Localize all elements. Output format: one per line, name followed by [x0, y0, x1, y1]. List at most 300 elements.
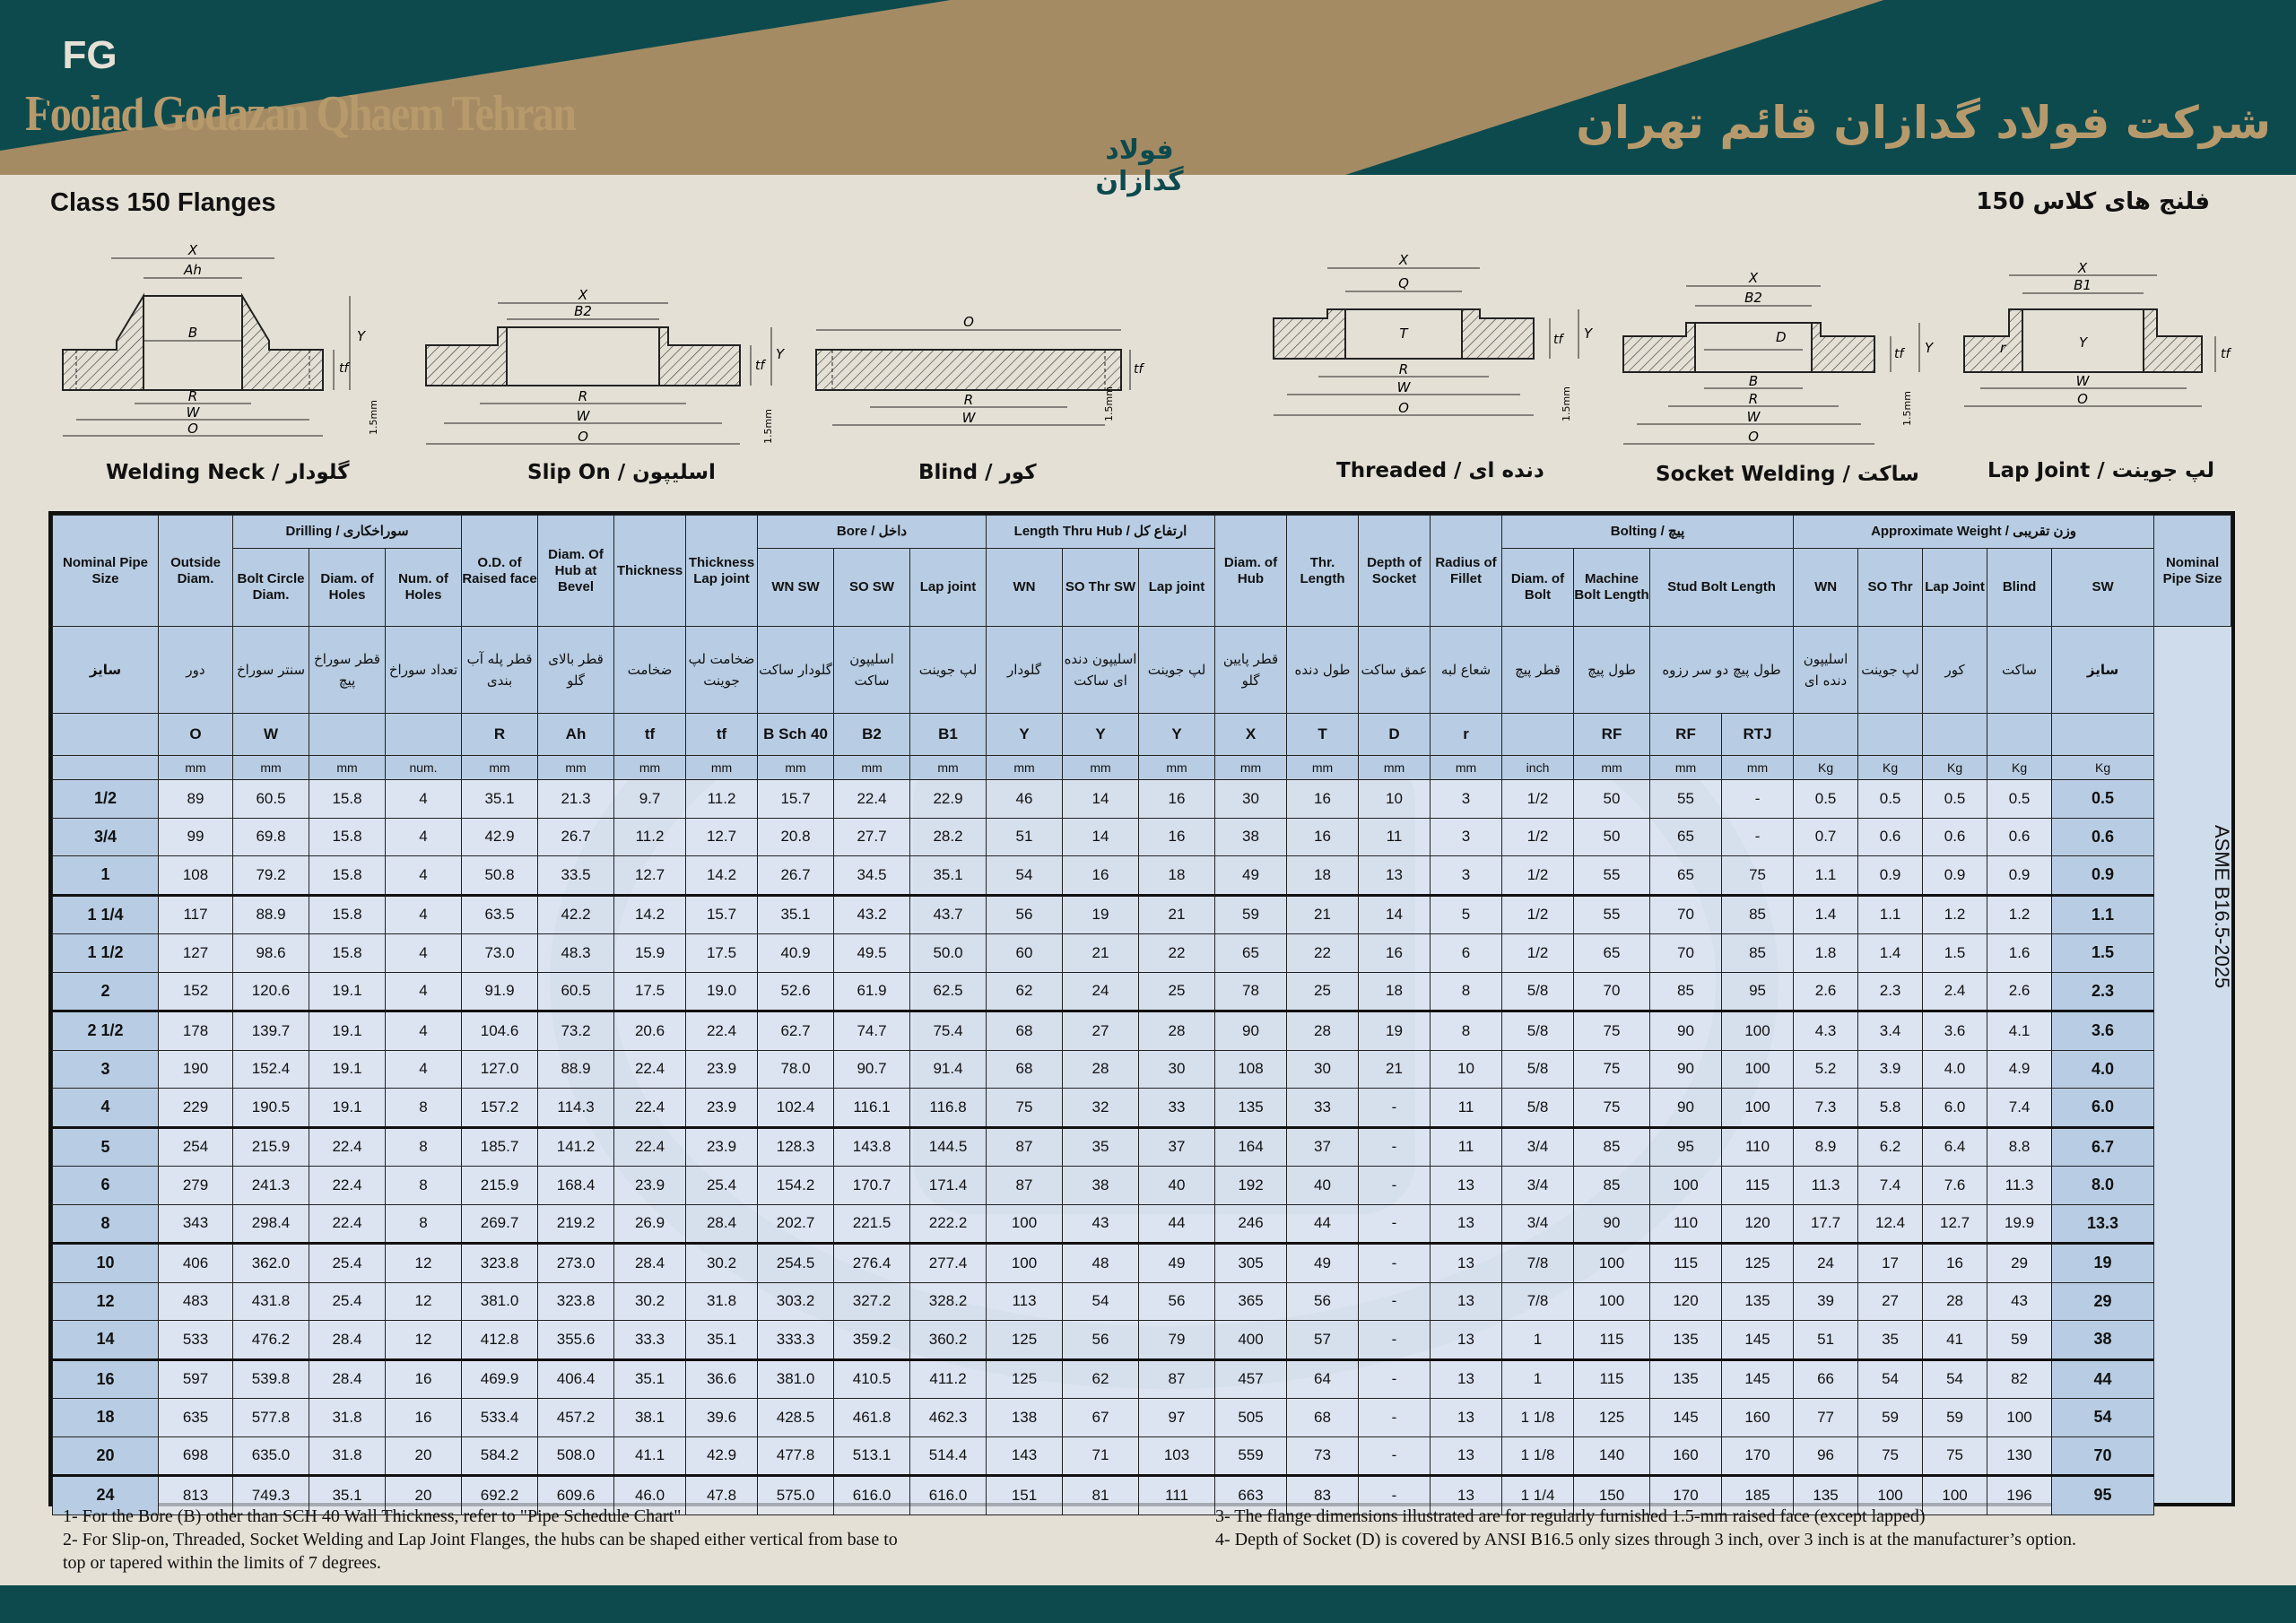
- table-cell: 39.6: [686, 1399, 758, 1437]
- table-cell: 79.2: [233, 856, 309, 896]
- table-cell: 20.6: [614, 1011, 686, 1051]
- table-cell: -: [1359, 1204, 1431, 1244]
- table-cell: 13: [1359, 856, 1431, 896]
- table-cell: 25.4: [309, 1282, 386, 1321]
- table-cell: 3: [1431, 818, 1502, 856]
- table-cell: 62: [1063, 1359, 1139, 1399]
- table-cell: 12: [386, 1321, 462, 1360]
- col-unit: mm: [159, 756, 233, 780]
- table-cell: 127.0: [462, 1050, 538, 1089]
- table-cell: 533.4: [462, 1399, 538, 1437]
- col-header-persian: گلودار ساکت: [758, 627, 834, 714]
- table-cell: -: [1722, 780, 1794, 819]
- table-cell: 14: [1063, 818, 1139, 856]
- table-cell: 0.9: [1923, 856, 1987, 896]
- table-cell: 78: [1215, 972, 1287, 1011]
- col-header-persian: عمق ساکت: [1359, 627, 1431, 714]
- table-cell: 23.9: [686, 1089, 758, 1128]
- table-cell: 20: [386, 1476, 462, 1515]
- table-cell: 3: [1431, 780, 1502, 819]
- table-cell: 514.4: [910, 1436, 987, 1476]
- col-header-persian: ساکت: [1987, 627, 2052, 714]
- table-cell: 91.9: [462, 972, 538, 1011]
- table-cell: 79: [1139, 1321, 1215, 1360]
- col-header-persian: کور: [1923, 627, 1987, 714]
- col-unit: Kg: [1923, 756, 1987, 780]
- table-cell: 333.3: [758, 1321, 834, 1360]
- table-cell: 215.9: [462, 1167, 538, 1205]
- row-size: 38: [2052, 1321, 2154, 1360]
- table-cell: 483: [159, 1282, 233, 1321]
- table-cell: 30: [1215, 780, 1287, 819]
- table-cell: 85: [1574, 1127, 1650, 1167]
- table-cell: 127: [159, 934, 233, 973]
- table-cell: 15.7: [758, 780, 834, 819]
- slip-on-drawing: [417, 287, 794, 457]
- svg-text:R: R: [1398, 361, 1409, 378]
- table-cell: 22.4: [686, 1011, 758, 1051]
- col-symbol: RF: [1574, 714, 1650, 756]
- table-cell: 54: [1923, 1359, 1987, 1399]
- table-cell: 100: [987, 1244, 1063, 1283]
- table-cell: 22.4: [309, 1127, 386, 1167]
- table-cell: 13: [1431, 1359, 1502, 1399]
- table-cell: 3/4: [1502, 1127, 1574, 1167]
- col-header-persian: اسلیپون دنده ای ساکت: [1063, 627, 1139, 714]
- table-cell: 75: [1858, 1436, 1923, 1476]
- table-cell: 40: [1287, 1167, 1359, 1205]
- table-cell: 170: [1722, 1436, 1794, 1476]
- table-cell: 22.4: [834, 780, 910, 819]
- table-cell: -: [1359, 1167, 1431, 1205]
- table-cell: 1: [1502, 1321, 1574, 1360]
- table-cell: 164: [1215, 1127, 1287, 1167]
- col-header-persian: ضخامت لپ جوینت: [686, 627, 758, 714]
- col-unit: Kg: [1987, 756, 2052, 780]
- table-cell: 469.9: [462, 1359, 538, 1399]
- standard-label: ASME B16.5-2025: [2211, 825, 2233, 989]
- col-unit: mm: [834, 756, 910, 780]
- table-cell: 26.7: [538, 818, 614, 856]
- table-cell: 17.7: [1794, 1204, 1858, 1244]
- table-cell: 113: [987, 1282, 1063, 1321]
- table-row: [53, 818, 2231, 856]
- table-cell: 37: [1139, 1127, 1215, 1167]
- table-cell: 28.4: [309, 1321, 386, 1360]
- table-cell: 140: [1574, 1436, 1650, 1476]
- col-unit: mm: [462, 756, 538, 780]
- row-size: 6.7: [2052, 1127, 2154, 1167]
- col-symbol: [2052, 714, 2154, 756]
- table-cell: 75: [1923, 1436, 1987, 1476]
- table-cell: 114.3: [538, 1089, 614, 1128]
- table-cell: 39: [1794, 1282, 1858, 1321]
- svg-text:W: W: [576, 408, 590, 424]
- table-cell: 269.7: [462, 1204, 538, 1244]
- table-cell: 362.0: [233, 1244, 309, 1283]
- col-symbol: X: [1215, 714, 1287, 756]
- row-size: 10: [53, 1244, 159, 1283]
- col-header-persian: دور: [159, 627, 233, 714]
- table-cell: 100: [1722, 1050, 1794, 1089]
- table-cell: 635: [159, 1399, 233, 1437]
- table-cell: 97: [1139, 1399, 1215, 1437]
- table-cell: 15.8: [309, 934, 386, 973]
- svg-text:R: R: [963, 392, 974, 408]
- col-header: WN: [1794, 549, 1858, 627]
- table-cell: 3: [1431, 856, 1502, 896]
- table-cell: 10: [1431, 1050, 1502, 1089]
- table-cell: 359.2: [834, 1321, 910, 1360]
- col-header: Blind: [1987, 549, 2052, 627]
- table-cell: 411.2: [910, 1359, 987, 1399]
- table-cell: 4: [386, 934, 462, 973]
- table-cell: 70: [1574, 972, 1650, 1011]
- row-size: 3/4: [53, 818, 159, 856]
- table-cell: 116.8: [910, 1089, 987, 1128]
- table-cell: 90: [1574, 1204, 1650, 1244]
- table-cell: 328.2: [910, 1282, 987, 1321]
- table-cell: 65: [1650, 818, 1722, 856]
- col-symbol: [1502, 714, 1574, 756]
- table-row: [53, 895, 2231, 934]
- table-cell: 100: [1923, 1476, 1987, 1515]
- svg-text:B2: B2: [1744, 290, 1762, 306]
- table-cell: 28: [1923, 1282, 1987, 1321]
- table-cell: 120: [1722, 1204, 1794, 1244]
- svg-text:1.5mm: 1.5mm: [1561, 386, 1572, 421]
- table-cell: 16: [1287, 818, 1359, 856]
- table-cell: 2.4: [1923, 972, 1987, 1011]
- table-cell: 171.4: [910, 1167, 987, 1205]
- table-cell: 60: [987, 934, 1063, 973]
- table-cell: 44: [1287, 1204, 1359, 1244]
- col-header: O.D. of Raised face: [462, 516, 538, 627]
- svg-text:1.5mm: 1.5mm: [762, 409, 774, 444]
- table-cell: 12: [386, 1244, 462, 1283]
- row-size: 29: [2052, 1282, 2154, 1321]
- table-cell: 47.8: [686, 1476, 758, 1515]
- table-cell: 35.1: [686, 1321, 758, 1360]
- table-cell: 575.0: [758, 1476, 834, 1515]
- table-cell: 56: [1139, 1282, 1215, 1321]
- table-row: [53, 1321, 2231, 1360]
- svg-text:1.5mm: 1.5mm: [368, 400, 379, 435]
- table-cell: 33: [1139, 1089, 1215, 1128]
- table-cell: 56: [1063, 1321, 1139, 1360]
- table-cell: 12.4: [1858, 1204, 1923, 1244]
- table-cell: 21: [1287, 895, 1359, 934]
- svg-text:B: B: [1748, 373, 1759, 389]
- table-cell: 32: [1063, 1089, 1139, 1128]
- table-cell: 19: [1359, 1011, 1431, 1051]
- table-cell: 24: [1063, 972, 1139, 1011]
- svg-text:X: X: [187, 242, 198, 258]
- table-cell: 75: [1722, 856, 1794, 896]
- table-cell: 51: [987, 818, 1063, 856]
- table-cell: 22: [1139, 934, 1215, 973]
- table-cell: 21.3: [538, 780, 614, 819]
- table-cell: 0.6: [1858, 818, 1923, 856]
- svg-text:tf: tf: [339, 361, 349, 376]
- table-cell: 75: [1574, 1011, 1650, 1051]
- table-cell: 22.4: [614, 1127, 686, 1167]
- table-cell: 21: [1139, 895, 1215, 934]
- table-cell: 4.1: [1987, 1011, 2052, 1051]
- row-size: 3.6: [2052, 1011, 2154, 1051]
- table-cell: 100: [987, 1204, 1063, 1244]
- table-cell: 31.8: [686, 1282, 758, 1321]
- col-unit: mm: [1139, 756, 1215, 780]
- table-cell: 19: [1063, 895, 1139, 934]
- col-header-persian: طول پیچ: [1574, 627, 1650, 714]
- col-symbol: Ah: [538, 714, 614, 756]
- table-cell: 559: [1215, 1436, 1287, 1476]
- table-cell: 25: [1139, 972, 1215, 1011]
- brand-english: Foolad Godazan Qhaem Tehran: [25, 86, 576, 142]
- table-cell: 33: [1287, 1089, 1359, 1128]
- table-cell: 143: [987, 1436, 1063, 1476]
- table-cell: 46: [987, 780, 1063, 819]
- svg-text:R: R: [1748, 391, 1759, 407]
- table-cell: 22: [1287, 934, 1359, 973]
- table-cell: 4: [386, 972, 462, 1011]
- table-cell: 0.5: [1987, 780, 2052, 819]
- svg-text:Ah: Ah: [184, 262, 202, 278]
- table-cell: 75: [987, 1089, 1063, 1128]
- note-1: 1- For the Bore (B) other than SCH 40 Wall Thickness, refer to "Pipe Schedule Chart": [63, 1506, 682, 1526]
- table-cell: 35.1: [462, 780, 538, 819]
- table-cell: 74.7: [834, 1011, 910, 1051]
- table-cell: 70: [1650, 934, 1722, 973]
- table-cell: 68: [987, 1011, 1063, 1051]
- table-cell: 4: [386, 1011, 462, 1051]
- col-header: Radius of Fillet: [1431, 516, 1502, 627]
- table-cell: 0.9: [1987, 856, 2052, 896]
- table-cell: 38: [1063, 1167, 1139, 1205]
- table-cell: 88.9: [538, 1050, 614, 1089]
- table-cell: 103: [1139, 1436, 1215, 1476]
- table-cell: 87: [1139, 1359, 1215, 1399]
- table-cell: 77: [1794, 1399, 1858, 1437]
- table-cell: 115: [1574, 1359, 1650, 1399]
- table-cell: 135: [1215, 1089, 1287, 1128]
- table-cell: 61.9: [834, 972, 910, 1011]
- table-cell: 11: [1431, 1127, 1502, 1167]
- notes-right: [1215, 1505, 2076, 1551]
- table-cell: 1/2: [1502, 934, 1574, 973]
- col-header: WN: [987, 549, 1063, 627]
- table-cell: 59: [1215, 895, 1287, 934]
- table-cell: 139.7: [233, 1011, 309, 1051]
- row-size: 8: [53, 1204, 159, 1244]
- table-cell: 62.5: [910, 972, 987, 1011]
- col-header: Bolt Circle Diam.: [233, 549, 309, 627]
- col-header: Thr. Length: [1287, 516, 1359, 627]
- table-cell: 50: [1574, 818, 1650, 856]
- svg-text:1.5mm: 1.5mm: [1103, 386, 1115, 421]
- table-row: [53, 856, 2231, 896]
- table-cell: 23.9: [686, 1050, 758, 1089]
- table-cell: 29: [1987, 1244, 2052, 1283]
- svg-text:W: W: [1396, 379, 1411, 395]
- col-header: Diam. of Hub: [1215, 516, 1287, 627]
- table-cell: 11.2: [686, 780, 758, 819]
- table-cell: 145: [1722, 1321, 1794, 1360]
- table-cell: 3/4: [1502, 1204, 1574, 1244]
- col-header: Stud Bolt Length: [1650, 549, 1794, 627]
- row-size: 2.3: [2052, 972, 2154, 1011]
- table-cell: 0.5: [1923, 780, 1987, 819]
- welding-neck-drawing: [54, 242, 395, 448]
- table-cell: 81: [1063, 1476, 1139, 1515]
- table-cell: 135: [1722, 1282, 1794, 1321]
- table-cell: 23.9: [686, 1127, 758, 1167]
- row-size: 1.5: [2052, 934, 2154, 973]
- table-cell: 125: [987, 1359, 1063, 1399]
- table-cell: 229: [159, 1089, 233, 1128]
- table-cell: 78.0: [758, 1050, 834, 1089]
- table-cell: 145: [1650, 1399, 1722, 1437]
- table-cell: 16: [1359, 934, 1431, 973]
- table-cell: 75.4: [910, 1011, 987, 1051]
- table-cell: 89: [159, 780, 233, 819]
- table-cell: 8: [386, 1204, 462, 1244]
- table-cell: 4: [386, 780, 462, 819]
- table-cell: 202.7: [758, 1204, 834, 1244]
- group-header-bolting: Bolting / پیچ: [1502, 516, 1794, 549]
- table-cell: 59: [1987, 1321, 2052, 1360]
- table-cell: 749.3: [233, 1476, 309, 1515]
- table-cell: 11: [1431, 1089, 1502, 1128]
- table-cell: 60.5: [538, 972, 614, 1011]
- lap-joint-caption: Lap Joint / لپ جوینت: [1987, 459, 2215, 482]
- table-cell: 46.0: [614, 1476, 686, 1515]
- svg-text:Y: Y: [2079, 334, 2088, 351]
- table-cell: 19.1: [309, 972, 386, 1011]
- table-cell: 135: [1794, 1476, 1858, 1515]
- svg-text:R: R: [187, 388, 198, 404]
- table-cell: 18: [1287, 856, 1359, 896]
- svg-text:B1: B1: [2074, 277, 2092, 293]
- table-cell: 65: [1650, 856, 1722, 896]
- table-cell: 1/2: [1502, 780, 1574, 819]
- table-cell: 277.4: [910, 1244, 987, 1283]
- table-cell: 8: [386, 1089, 462, 1128]
- col-header: Diam. Of Hub at Bevel: [538, 516, 614, 627]
- table-cell: 0.6: [1987, 818, 2052, 856]
- table-cell: 5.8: [1858, 1089, 1923, 1128]
- table-cell: 33.5: [538, 856, 614, 896]
- table-cell: 8: [1431, 972, 1502, 1011]
- col-symbol: [1858, 714, 1923, 756]
- table-cell: 160: [1650, 1436, 1722, 1476]
- col-unit: mm: [1574, 756, 1650, 780]
- table-cell: 150: [1574, 1476, 1650, 1515]
- table-cell: 30: [1139, 1050, 1215, 1089]
- table-cell: 381.0: [462, 1282, 538, 1321]
- table-cell: 1.6: [1987, 934, 2052, 973]
- table-cell: 1.1: [1858, 895, 1923, 934]
- svg-text:W: W: [1746, 409, 1761, 425]
- table-cell: 144.5: [910, 1127, 987, 1167]
- table-cell: 5/8: [1502, 972, 1574, 1011]
- table-cell: 28.4: [686, 1204, 758, 1244]
- svg-text:O: O: [1748, 429, 1759, 445]
- svg-text:tf: tf: [1134, 362, 1144, 377]
- table-cell: 1/2: [1502, 818, 1574, 856]
- table-cell: 2.6: [1794, 972, 1858, 1011]
- header-banner: [0, 0, 2296, 197]
- table-cell: 62.7: [758, 1011, 834, 1051]
- table-cell: 95: [1722, 972, 1794, 1011]
- table-cell: 54: [987, 856, 1063, 896]
- table-cell: 27.7: [834, 818, 910, 856]
- table-cell: 8.9: [1794, 1127, 1858, 1167]
- col-unit: mm: [910, 756, 987, 780]
- row-size: 3: [53, 1050, 159, 1089]
- col-header: Diam. of Holes: [309, 549, 386, 627]
- table-cell: 59: [1858, 1399, 1923, 1437]
- col-symbol: tf: [686, 714, 758, 756]
- table-cell: 111: [1139, 1476, 1215, 1515]
- table-cell: 56: [987, 895, 1063, 934]
- table-cell: 8: [386, 1167, 462, 1205]
- table-cell: 100: [1650, 1167, 1722, 1205]
- table-cell: 273.0: [538, 1244, 614, 1283]
- table-cell: 100: [1574, 1282, 1650, 1321]
- table-cell: 18: [1139, 856, 1215, 896]
- table-cell: 33.3: [614, 1321, 686, 1360]
- table-cell: 64: [1287, 1359, 1359, 1399]
- table-cell: 49: [1215, 856, 1287, 896]
- table-row: [53, 1282, 2231, 1321]
- table-cell: 20: [386, 1436, 462, 1476]
- table-cell: 19.1: [309, 1089, 386, 1128]
- col-header-persian: سایز: [2052, 627, 2154, 714]
- table-cell: 75: [1574, 1050, 1650, 1089]
- col-unit: mm: [987, 756, 1063, 780]
- table-cell: 7/8: [1502, 1244, 1574, 1283]
- table-cell: 151: [987, 1476, 1063, 1515]
- table-cell: 616.0: [834, 1476, 910, 1515]
- table-cell: 41: [1923, 1321, 1987, 1360]
- table-cell: 254.5: [758, 1244, 834, 1283]
- col-unit: mm: [758, 756, 834, 780]
- table-cell: 15.8: [309, 818, 386, 856]
- col-symbol: B2: [834, 714, 910, 756]
- col-unit: [53, 756, 159, 780]
- table-cell: 31.8: [309, 1399, 386, 1437]
- table-cell: 323.8: [462, 1244, 538, 1283]
- table-cell: 85: [1722, 934, 1794, 973]
- svg-text:B2: B2: [574, 303, 592, 319]
- table-cell: 59: [1923, 1399, 1987, 1437]
- col-header-persian: قطر پیچ: [1502, 627, 1574, 714]
- table-cell: 254: [159, 1127, 233, 1167]
- table-cell: 35.1: [758, 895, 834, 934]
- col-unit: mm: [1287, 756, 1359, 780]
- table-cell: 12.7: [614, 856, 686, 896]
- table-cell: 100: [1987, 1399, 2052, 1437]
- table-cell: 8.8: [1987, 1127, 2052, 1167]
- table-cell: 22.4: [614, 1089, 686, 1128]
- col-header: Diam. of Bolt: [1502, 549, 1574, 627]
- col-symbol: T: [1287, 714, 1359, 756]
- table-cell: 15.9: [614, 934, 686, 973]
- table-cell: 55: [1574, 856, 1650, 896]
- table-cell: 17: [1858, 1244, 1923, 1283]
